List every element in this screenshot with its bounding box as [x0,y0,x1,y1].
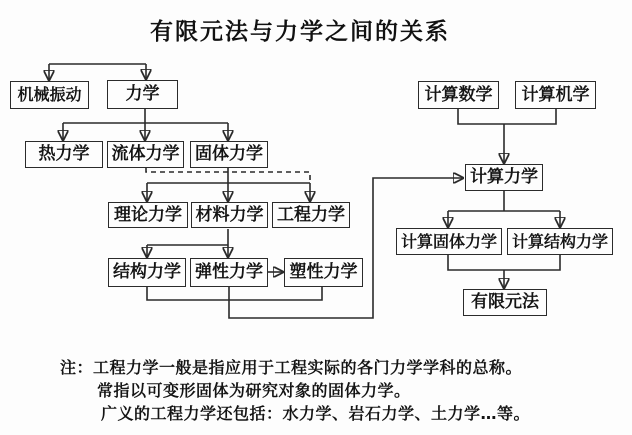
node-theoretical-mechanics: 理论力学 [108,202,188,228]
edge-collector-under-right-row [448,255,560,270]
node-computational-mathematics: 计算数学 [418,81,499,109]
node-computational-solid-mechanics: 计算固体力学 [396,228,502,255]
node-plasticity-mechanics: 塑性力学 [284,258,363,287]
edge-top-right-bracket [458,109,556,124]
note-line-2: 常指以可变形固体为研究对象的固体力学。 [97,381,411,400]
node-elasticity-mechanics: 弹性力学 [190,258,268,287]
node-computational-structural-mechanics: 计算结构力学 [507,228,613,255]
node-computer-science: 计算机学 [515,81,596,109]
node-solid-mechanics: 固体力学 [190,141,268,168]
diagram-title: 有限元法与力学之间的关系 [150,19,450,45]
note-line-1: 注：工程力学一般是指应用于工程实际的各门力学学科的总称。 [60,358,523,377]
edge-collector-under-row4 [147,287,322,300]
right-tree-connectors [448,109,560,288]
node-engineering-mechanics: 工程力学 [272,202,350,228]
node-finite-element-method: 有限元法 [463,289,547,316]
node-materials-mechanics: 材料力学 [191,202,268,228]
node-mechanics: 力学 [107,80,178,109]
node-computational-mechanics: 计算力学 [465,164,543,191]
note-line-3: 广义的工程力学还包括：水力学、岩石力学、土力学…等。 [101,404,531,423]
node-thermodynamics: 热力学 [25,141,103,168]
node-structural-mechanics: 结构力学 [108,258,186,287]
node-fluid-mechanics: 流体力学 [107,141,184,168]
node-mechanical-vibration: 机械振动 [10,81,89,109]
